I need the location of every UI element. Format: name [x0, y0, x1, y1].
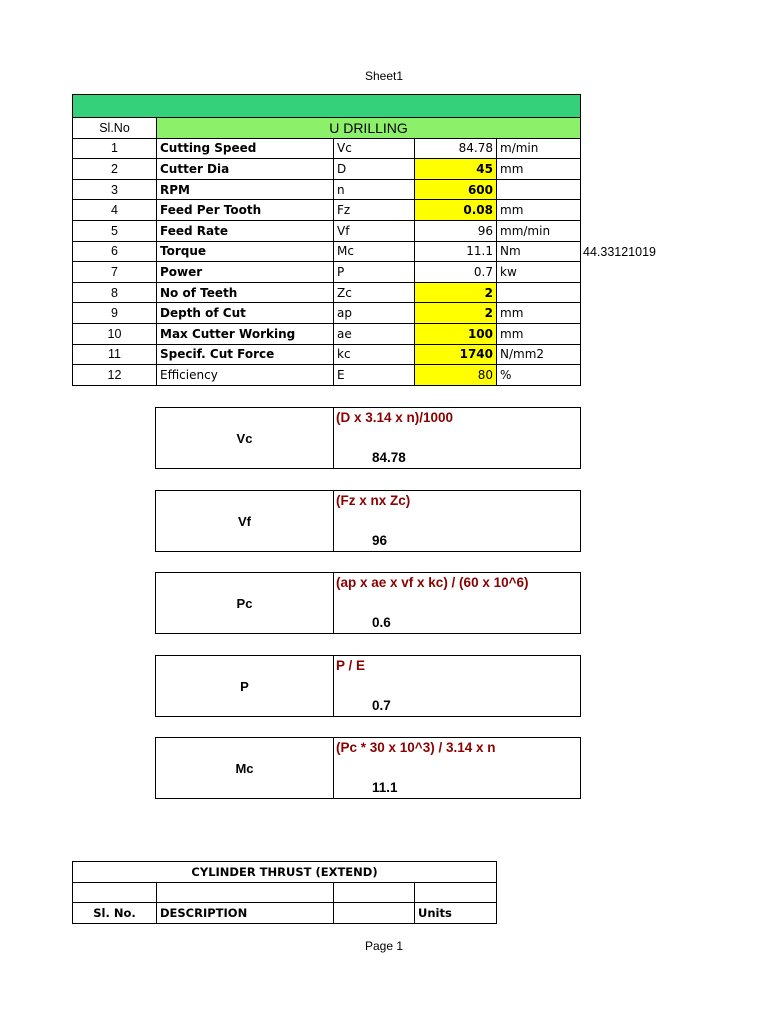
formula-box: [155, 572, 581, 634]
header-sl-no: Sl.No: [73, 118, 157, 139]
table-row: [73, 159, 581, 180]
formula-content: [334, 738, 580, 798]
thrust-header-row: [73, 903, 497, 924]
row-value: 1740: [415, 344, 497, 365]
formula-expression: P / E: [336, 658, 366, 673]
table-row: [73, 365, 581, 386]
row-value: 2: [415, 303, 497, 324]
row-symbol: P: [334, 262, 415, 283]
u-drilling-table: [72, 94, 581, 386]
thrust-col-units: Units: [415, 903, 497, 924]
formula-result: 11.1: [372, 780, 398, 795]
row-symbol: Zc: [334, 282, 415, 303]
row-description: RPM: [157, 179, 334, 200]
row-number: 5: [73, 220, 157, 241]
row-number: 11: [73, 344, 157, 365]
row-number: 8: [73, 282, 157, 303]
row-unit: mm: [497, 303, 581, 324]
row-description: Torque: [157, 241, 334, 262]
row-unit: mm/min: [497, 220, 581, 241]
row-number: 1: [73, 138, 157, 159]
thrust-col-sl-no: Sl. No.: [73, 903, 157, 924]
side-note-value: 44.33121019: [583, 245, 656, 259]
table-row: [73, 282, 581, 303]
table-row: [73, 220, 581, 241]
row-symbol: ap: [334, 303, 415, 324]
row-number: 9: [73, 303, 157, 324]
formula-content: [334, 408, 580, 468]
row-description: Efficiency: [157, 365, 334, 386]
row-description: Feed Rate: [157, 220, 334, 241]
formula-label: Mc: [156, 738, 334, 798]
row-unit: mm: [497, 200, 581, 221]
row-value: 80: [415, 365, 497, 386]
table-row: [73, 179, 581, 200]
cylinder-thrust-table: [72, 861, 497, 924]
row-value: 600: [415, 179, 497, 200]
row-symbol: Vf: [334, 220, 415, 241]
row-symbol: D: [334, 159, 415, 180]
row-unit: [497, 282, 581, 303]
row-symbol: ae: [334, 323, 415, 344]
row-description: Cutter Dia: [157, 159, 334, 180]
formula-label: Vf: [156, 491, 334, 551]
row-number: 12: [73, 365, 157, 386]
row-description: Feed Per Tooth: [157, 200, 334, 221]
row-value: 100: [415, 323, 497, 344]
table-row: [73, 303, 581, 324]
formula-label: P: [156, 656, 334, 716]
page-label: Page 1: [364, 939, 404, 953]
row-unit: m/min: [497, 138, 581, 159]
formula-expression: (D x 3.14 x n)/1000: [336, 410, 454, 425]
row-symbol: Fz: [334, 200, 415, 221]
row-value: 45: [415, 159, 497, 180]
thrust-blank-row: [73, 882, 497, 903]
formula-box: [155, 490, 581, 552]
formula-box: [155, 737, 581, 799]
formula-label: Pc: [156, 573, 334, 633]
table-cell: [415, 882, 497, 903]
row-unit: kw: [497, 262, 581, 283]
formula-result: 0.7: [372, 698, 391, 713]
row-description: Specif. Cut Force: [157, 344, 334, 365]
header-title: U DRILLING: [157, 118, 581, 139]
row-value: 0.08: [415, 200, 497, 221]
row-description: Power: [157, 262, 334, 283]
table-row: [73, 344, 581, 365]
row-description: Depth of Cut: [157, 303, 334, 324]
row-number: 2: [73, 159, 157, 180]
row-description: Cutting Speed: [157, 138, 334, 159]
row-number: 6: [73, 241, 157, 262]
row-number: 3: [73, 179, 157, 200]
table-row: [73, 200, 581, 221]
formula-expression: (Fz x nx Zc): [336, 493, 411, 508]
row-value: 11.1: [415, 241, 497, 262]
formula-expression: (Pc * 30 x 10^3) / 3.14 x n: [336, 740, 496, 755]
formula-box: [155, 407, 581, 469]
row-unit: [497, 179, 581, 200]
row-value: 0.7: [415, 262, 497, 283]
table-top-header: [73, 95, 581, 118]
table-row: [73, 262, 581, 283]
table-row: [73, 138, 581, 159]
table-cell: [157, 882, 334, 903]
sheet-title: Sheet1: [364, 69, 404, 83]
formula-content: [334, 491, 580, 551]
row-unit: mm: [497, 159, 581, 180]
formula-result: 0.6: [372, 615, 391, 630]
row-symbol: E: [334, 365, 415, 386]
row-description: No of Teeth: [157, 282, 334, 303]
formula-box: [155, 655, 581, 717]
row-value: 2: [415, 282, 497, 303]
row-unit: N/mm2: [497, 344, 581, 365]
row-number: 4: [73, 200, 157, 221]
thrust-title-row: [73, 862, 497, 883]
table-cell: [334, 882, 415, 903]
row-value: 96: [415, 220, 497, 241]
table-top-header-row: [73, 95, 581, 118]
table-cell: [73, 882, 157, 903]
row-symbol: kc: [334, 344, 415, 365]
formula-content: [334, 573, 580, 633]
row-symbol: n: [334, 179, 415, 200]
row-number: 10: [73, 323, 157, 344]
table-row: [73, 241, 581, 262]
row-value: 84.78: [415, 138, 497, 159]
formula-content: [334, 656, 580, 716]
row-unit: mm: [497, 323, 581, 344]
table-row: [73, 323, 581, 344]
table-cell: [334, 903, 415, 924]
row-symbol: Mc: [334, 241, 415, 262]
row-unit: Nm: [497, 241, 581, 262]
thrust-col-description: DESCRIPTION: [157, 903, 334, 924]
thrust-title: CYLINDER THRUST (EXTEND): [73, 862, 497, 883]
table-title-row: [73, 118, 581, 139]
formula-result: 84.78: [372, 450, 406, 465]
formula-result: 96: [372, 533, 388, 548]
formula-expression: (ap x ae x vf x kc) / (60 x 10^6): [336, 575, 529, 590]
row-number: 7: [73, 262, 157, 283]
formula-label: Vc: [156, 408, 334, 468]
row-unit: %: [497, 365, 581, 386]
row-symbol: Vc: [334, 138, 415, 159]
row-description: Max Cutter Working: [157, 323, 334, 344]
